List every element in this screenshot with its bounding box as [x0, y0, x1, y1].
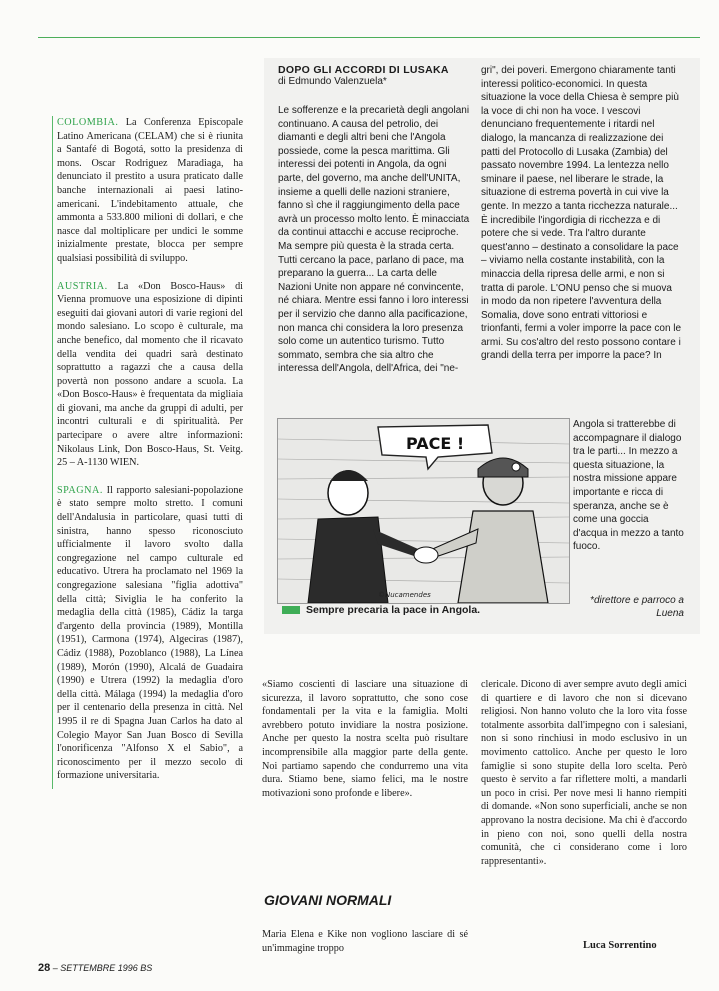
keyword-austria: AUSTRIA. — [57, 280, 108, 292]
story-column-1-continued: Maria Elena e Kike non vogliono lasciare di sé un'immagine troppo — [262, 929, 468, 954]
news-sidebar — [52, 116, 243, 789]
article-column-2-continued: Angola si tratterebbe di accompagnare il dialogo tra le parti... In mezzo a questa situazione, la nostra missione appare importante e ricca di speranza, anche se è come una goccia d'acqua in mezzo a tanto fuoco. — [573, 419, 684, 553]
cartoon-credit: ©Nucamendes — [378, 591, 431, 599]
article-column-2: gri", dei poveri. Emergono chiaramente tanti interessi politico-economici. In questa situazione la voce della Chiesa è sempre più la voce di chi non ha voce. I vescovi denunciano frequentemente i ritardi nel dialogo, la mancanza di realizzazione dei patti del Protocollo di Lusaka (Zambia) del passato novembre 1994. La lentezza nello sminare il paese, nel liberare le strade, la situazione di estrema povertà in cui vive la gente. In mezzo a tanta ricchezza naturale... È incredibile l'ingordigia di ricchezza e di potere che si vede. Tra l'altro durante quest'anno – destinato a consolidare la pace – viviamo nella costante instabilità, con la minaccia della ripresa delle armi, e non si tratta di parole. L'ONU penso che si muova in modo da non ripetere l'avventura della Somalia, dove sono entrati vittoriosi e trionfanti, fermi a voler imporre la pace con le armi. Su cos'altro del resto possono contare i grandi della terra per imporre la pace? In — [481, 65, 682, 362]
cartoon-caption — [282, 604, 480, 616]
austria-text: La «Don Bosco-Haus» di Vienna promuove una esposizione di dipinti eseguiti dai giovani autori di varie regioni del mondo salesiano. Lo scopo è culturale, ma anche benefico, dal momento che il ricavato della vendita dei quadri sarà destinato soprattutto a ragazzi che a causa della povertà non possono andare a scuola. La «Don Bosco-Haus» è frequentata da migliaia di giovani, ma anche da gruppi di adulti, per incontri culturali e di spiritualità. Per partecipare o avere altre informazioni: Nikolaus Link, Don Bosco-Haus, St. Veitg. 25 – A-1130 WIEN. — [57, 280, 244, 469]
issue-label: – SETTEMBRE 1996 BS — [52, 963, 153, 973]
top-rule — [38, 37, 700, 38]
cartoon-bubble-text: PACE ! — [406, 434, 465, 453]
keyword-spagna: SPAGNA. — [57, 484, 103, 496]
page-number: 28 — [38, 962, 51, 974]
article-byline: di Edmundo Valenzuela* — [278, 76, 387, 87]
article-header — [278, 64, 478, 87]
article-column-1: Le sofferenze e la precarietà degli angolani continuano. A causa del petrolio, dei diamanti e degli altri beni che l'Angola possiede, come la pesca marittima. Gli interessi dei potenti in Angola, da ogni parte, del governo, ma anche dell'UNITA, insieme a quelli delle nazioni straniere, fanno sì che il raggiungimento della pace avrà un processo molto lento. È minacciata da continui attacchi e accuse reciproche. Ma sempre più questa è la strada certa. Tutti cercano la pace, parlano di pace, ma preparano la guerra... La carta delle Nazioni Unite non appare né convincente, né chiara. Mentre essi fanno i loro interessi per il servizio che danno alla pacificazione, non manca chi considera la loro presenza solo come un autentico turismo. Tutto sommato, sembra che sia altro che interessa dell'Angola, dell'Africa, dei "ne- — [278, 105, 470, 375]
spagna-text: Il rapporto salesiani-popolazione è stato sempre molto stretto. I comuni dell'Andalusia in particolare, quasi tutti di sinistra, hanno spesso riconosciuto ufficialmente il lavoro svolto dalla congregazione nel campo culturale ed educativo. Utrera ha proclamato nel 1969 la congregazione salesiana "figlia adottiva" della città; Siviglia le ha conferito la medaglia della città (1985), Cádiz la targa d'argento della provincia (1989), Montilla (1951), Carmona (1974), Algeciras (1987), Cádiz (1988), Pozoblanco (1988), La Línea (1989), Morón (1990), Alcalá de Guadaira (1990) e Utrera (1992) la medaglia d'oro della città. Málaga (1994) la medaglia d'oro per il centenario della presenza in città. Nel 1995 il re di Spagna Juan Carlos ha dato al Colegio Mayor San Juan Bosco di Sevilla l'onorificenza "Alfonso X el Sabio", a riconoscimento per il mezzo secolo di formazione universitaria. — [57, 484, 244, 782]
article-title: DOPO GLI ACCORDI DI LUSAKA — [278, 64, 449, 76]
caption-marker — [282, 606, 300, 614]
cartoon-illustration — [277, 418, 570, 604]
news-colombia — [57, 116, 243, 266]
cartoon-drawing — [278, 419, 569, 603]
story-column-1: «Siamo coscienti di lasciare una situazione di sicurezza, il lavoro soprattutto, che sono cose fondamentali per la vita e la famiglia. Molti avrebbero potuto invidiare la nostra posizione. Anche per questo la nostra scelta può risultare incomprensibile alla maggior parte della gente. Noi partiamo sapendo che condurremo una vita dura. Stiamo bene, siamo felici, ma le nostre motivazioni sono profonde e libere». — [262, 679, 468, 799]
page-footer — [38, 962, 152, 974]
news-spagna — [57, 484, 243, 783]
author-note: *direttore e parroco a Luena — [590, 595, 684, 619]
story-column-2: clericale. Dicono di aver sempre avuto degli amici di quartiere e di lavoro che non si dicevano religiosi. Non hanno voluto che la loro vita fosse totalmente assorbita dall'impegno con i salesiani, non si sono rinchiusi in modo esclusivo in un movimento cattolico. Anche per questo le loro famiglie si sono stupite della loro scelta. Però questo è servito a far riflettere molti, a mandarli un poco in crisi. Per nove mesi li hanno riempiti di domande. «Non sono superficiali, anche se non approvano la nostra decisione. Ma chi è d'accordo in pieno con noi, sono quelli della nostra comunità, che ci considerano come i loro rappresentanti». — [481, 679, 687, 867]
keyword-colombia: COLOMBIA. — [57, 117, 119, 128]
colombia-text: La Conferenza Episcopale Latino Americana (CELAM) che si è riunita a Santafé di Bogotá, sotto la presidenza di mons. Oscar Rodriguez Maradiaga, ha denunciato il prestito a usura praticato dalle banche internazionali ai paesi latino-americani. L'indebitamento attuale, che ammonta a 533.800 milioni di dollari, e che nasce dal moltiplicare per undici le somme inizialmente prestate, blocca per sempre qualsiasi possibilità di sviluppo. — [57, 117, 243, 264]
story-author: Luca Sorrentino — [583, 940, 657, 951]
caption-text: Sempre precaria la pace in Angola. — [306, 604, 481, 616]
section-heading: GIOVANI NORMALI — [264, 892, 392, 908]
news-austria — [57, 280, 243, 470]
